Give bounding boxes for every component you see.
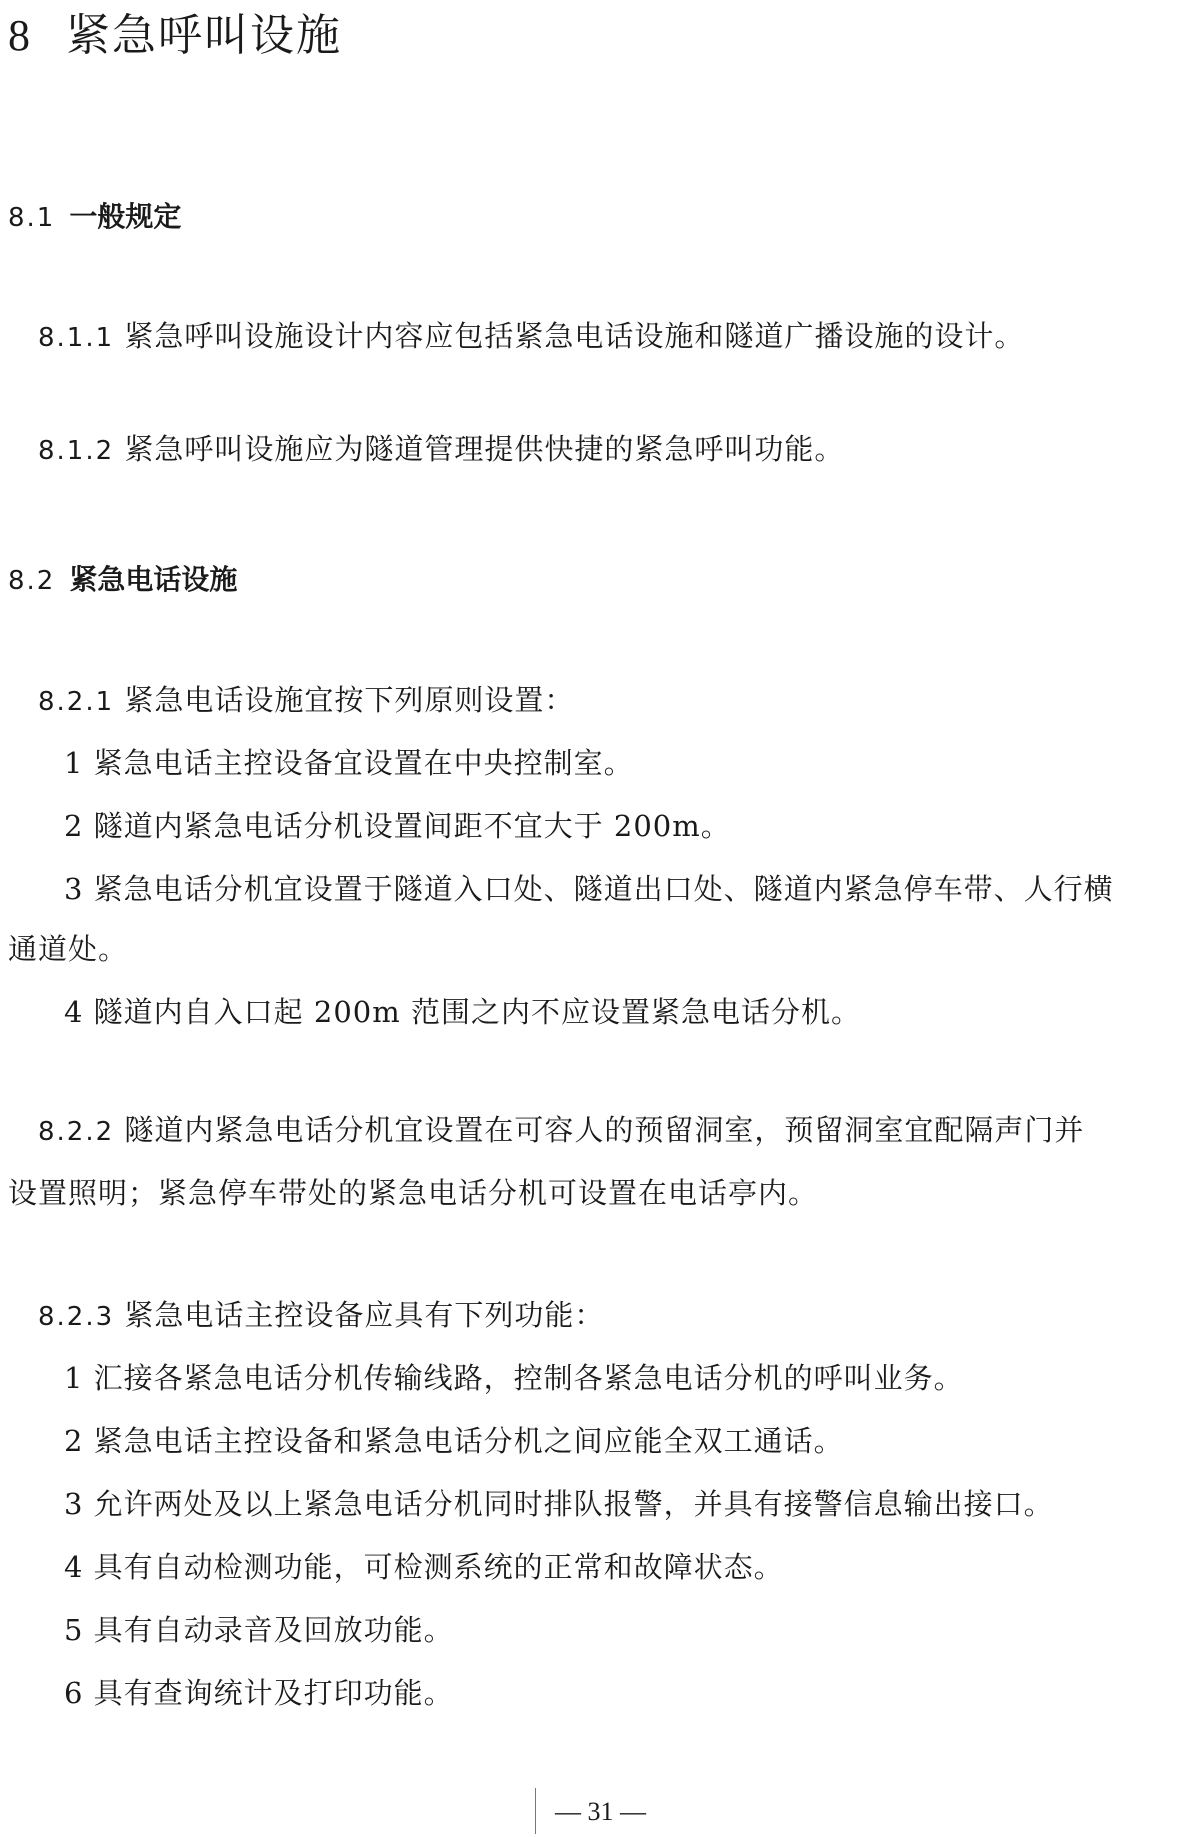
clause-number: 8.2.3 [38, 1302, 115, 1332]
clause-8-1-1 [38, 316, 1024, 358]
clause-8-2-2-continuation: 设置照明；紧急停车带处的紧急电话分机可设置在电话亭内。 [8, 1176, 819, 1210]
list-item: 2 紧急电话主控设备和紧急电话分机之间应能全双工通话。 [64, 1424, 844, 1458]
clause-number: 8.2.2 [38, 1117, 115, 1147]
list-item: 4 具有自动检测功能，可检测系统的正常和故障状态。 [64, 1550, 784, 1584]
clause-8-2-1 [38, 680, 574, 722]
list-item: 3 允许两处及以上紧急电话分机同时排队报警，并具有接警信息输出接口。 [64, 1487, 1054, 1521]
clause-8-2-2 [38, 1110, 1084, 1152]
chapter-number: 8 [8, 11, 32, 60]
clause-number: 8.1.2 [38, 436, 115, 466]
list-item: 6 具有查询统计及打印功能。 [64, 1676, 454, 1710]
list-item: 1 汇接各紧急电话分机传输线路，控制各紧急电话分机的呼叫业务。 [64, 1361, 964, 1395]
clause-text: 隧道内紧急电话分机宜设置在可容人的预留洞室，预留洞室宜配隔声门并 [124, 1113, 1085, 1147]
clause-number: 8.1.1 [38, 323, 115, 353]
section-heading-8-1 [8, 197, 181, 238]
clause-text: 紧急电话主控设备应具有下列功能： [124, 1298, 605, 1332]
list-item: 5 具有自动录音及回放功能。 [64, 1613, 454, 1647]
clause-number: 8.2.1 [38, 687, 115, 717]
clause-text: 紧急电话设施宜按下列原则设置： [124, 683, 575, 717]
list-item: 3 紧急电话分机宜设置于隧道入口处、隧道出口处、隧道内紧急停车带、人行横 [64, 872, 1114, 906]
list-item: 4 隧道内自入口起 200m 范围之内不应设置紧急电话分机。 [64, 995, 861, 1029]
chapter-title [8, 8, 342, 64]
page-number: — 31 — [555, 1797, 646, 1826]
clause-8-1-2 [38, 429, 844, 471]
clause-text: 紧急呼叫设施设计内容应包括紧急电话设施和隧道广播设施的设计。 [124, 319, 1025, 353]
list-item: 1 紧急电话主控设备宜设置在中央控制室。 [64, 746, 634, 780]
list-item: 2 隧道内紧急电话分机设置间距不宜大于 200m。 [64, 809, 731, 843]
section-title: 紧急电话设施 [69, 563, 238, 596]
list-item-continuation: 通道处。 [8, 932, 129, 966]
clause-8-2-3 [38, 1295, 604, 1337]
section-number: 8.2 [8, 566, 56, 596]
section-number: 8.1 [8, 203, 56, 233]
section-heading-8-2 [8, 560, 237, 601]
footer-divider [535, 1788, 536, 1834]
clause-text: 紧急呼叫设施应为隧道管理提供快捷的紧急呼叫功能。 [124, 432, 845, 466]
chapter-title-text: 紧急呼叫设施 [66, 10, 342, 61]
section-title: 一般规定 [69, 200, 182, 233]
